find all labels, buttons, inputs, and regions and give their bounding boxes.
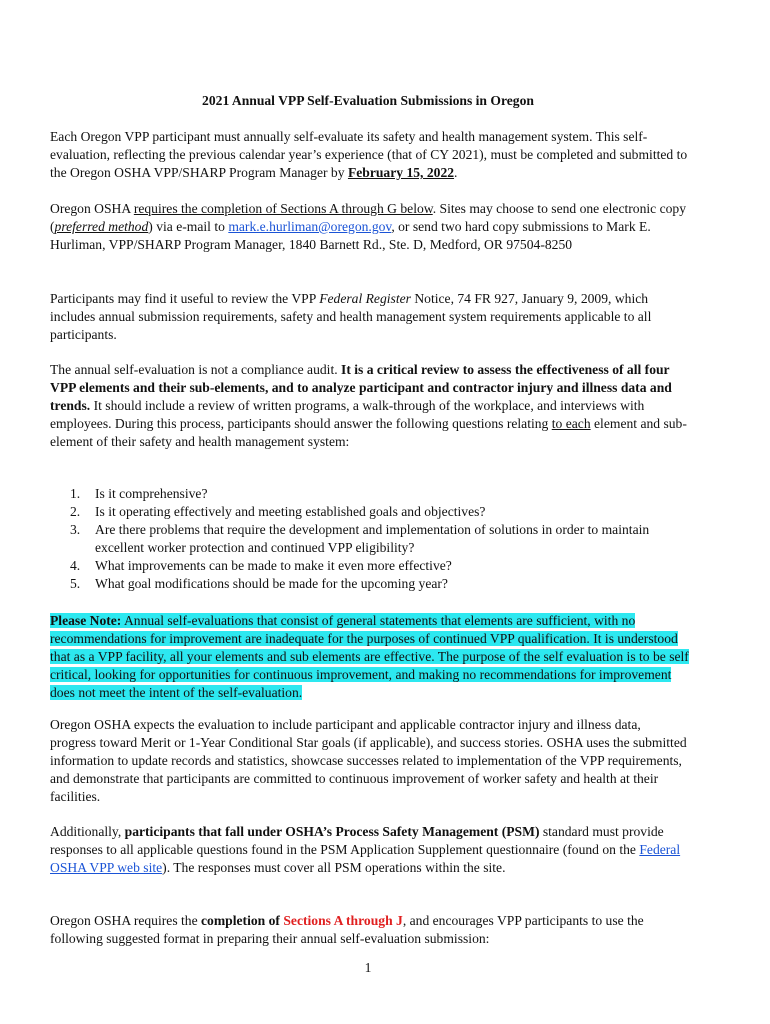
psm-paragraph (50, 823, 690, 877)
requirement-underline: requires the completion of Sections A through G below (133, 201, 433, 216)
list-number: 3. (70, 522, 81, 537)
list-item (70, 575, 690, 593)
list-text: Is it operating effectively and meeting established goals and objectives? (95, 504, 486, 519)
note-text: Annual self-evaluations that consist of general statements that elements are sufficient, with no recommendations for improvement are inadequate for the purposes of continued VPP qualification. It is understood that as a VPP facility, all your elements and sub elements are effective. The purpose of the self evaluation is to be self critical, looking for opportunities for continuous improvement, and making no recommendations for improvement does not meet the intent of the self-evaluation. (50, 613, 689, 700)
sections-red: Sections A through J (283, 913, 403, 928)
psm-text-c: ). The responses must cover all PSM operations within the site. (162, 860, 506, 875)
list-text: Is it comprehensive? (95, 486, 208, 501)
list-item (70, 485, 690, 503)
to-each-underline: to each (551, 416, 591, 431)
list-item (70, 503, 690, 521)
psm-text-b: standard must provide responses to all applicable questions found in the PSM Application Supplement questionnaire (found on the (50, 824, 664, 857)
list-number: 1. (70, 486, 81, 501)
list-number: 2. (70, 504, 81, 519)
sections-text-b: , and encourages VPP participants to use the following suggested format in preparing their annual self-evaluation submission: (50, 913, 644, 946)
fr-text-a: Participants may find it useful to review the VPP (50, 291, 320, 306)
review-text-b: It should include a review of written programs, a walk-through of the workplace, and interviews with employees. During this process, participants should answer the following questions relating (50, 398, 645, 431)
list-number: 5. (70, 576, 81, 591)
sections-paragraph (50, 912, 690, 948)
psm-bold: participants that fall under OSHA’s Process Safety Management (PSM) (124, 824, 540, 839)
note-label: Please Note: (50, 613, 122, 628)
submission-text-a: Oregon OSHA (50, 201, 134, 216)
question-list (70, 485, 690, 593)
fr-text-b: Notice, 74 FR 927, January 9, 2009, which includes annual submission requirements, safety and health management system requirements applicable to all participants. (50, 291, 652, 342)
email-link[interactable]: mark.e.hurliman@oregon.gov (228, 219, 392, 234)
page-number: 1 (364, 960, 372, 975)
review-text-c: element and sub-element of their safety and health management system: (50, 416, 687, 449)
osha-vpp-link[interactable]: Federal OSHA VPP web site (50, 842, 681, 875)
review-text-a: The annual self-evaluation is not a compliance audit. (50, 362, 342, 377)
list-text: What goal modifications should be made for the upcoming year? (95, 576, 448, 591)
list-item (70, 557, 690, 575)
federal-register-italic: Federal Register (319, 291, 411, 306)
intro-end: . (454, 165, 458, 180)
document-title: 2021 Annual VPP Self-Evaluation Submissions in Oregon (202, 93, 534, 108)
intro-text: Each Oregon VPP participant must annually self-evaluate its safety and health management system. This self-evaluation, reflecting the previous calendar year’s experience (that of CY 2021), must be completed and submitted to the Oregon OSHA VPP/SHARP Program Manager by (50, 129, 688, 180)
completion-bold: completion of (201, 913, 280, 928)
submission-text-c: ) via e-mail to (148, 219, 229, 234)
sections-text-a: Oregon OSHA requires the (50, 913, 202, 928)
list-text: Are there problems that require the development and implementation of solutions in order to maintain excellent worker protection and continued VPP eligibility? (95, 522, 650, 555)
critical-review-paragraph (50, 361, 690, 451)
federal-register-paragraph (50, 290, 690, 344)
list-text: What improvements can be made to make it even more effective? (95, 558, 452, 573)
evaluation-content-paragraph: Oregon OSHA expects the evaluation to include participant and applicable contractor injury and illness data, progress toward Merit or 1-Year Conditional Star goals (if applicable), and success stories. OSHA uses the submitted information to update records and statistics, showcase successes related to implementation of the VPP requirements, and demonstrate that participants are committed to continuous improvement of worker safety and health at their facilities. (50, 717, 687, 804)
submission-text-d: , or send two hard copy submissions to Mark E. Hurliman, VPP/SHARP Program Manager, 1840 Barnett Rd., Ste. D, Medford, OR 97504-8250 (50, 219, 651, 252)
intro-paragraph (50, 128, 690, 182)
critical-review-bold: It is a critical review to assess the effectiveness of all four VPP elements and their sub-elements, and to analyze participant and contractor injury and illness data and trends. (50, 362, 672, 413)
note-highlight (50, 613, 689, 700)
deadline-date: February 15, 2022 (347, 165, 455, 180)
preferred-method: preferred method (54, 219, 149, 234)
submission-text-b: . Sites may choose to send one electronic copy ( (50, 201, 687, 234)
list-item (70, 521, 690, 557)
submission-paragraph (50, 200, 690, 254)
list-number: 4. (70, 558, 81, 573)
psm-text-a: Additionally, (50, 824, 125, 839)
please-note-paragraph (50, 612, 690, 702)
